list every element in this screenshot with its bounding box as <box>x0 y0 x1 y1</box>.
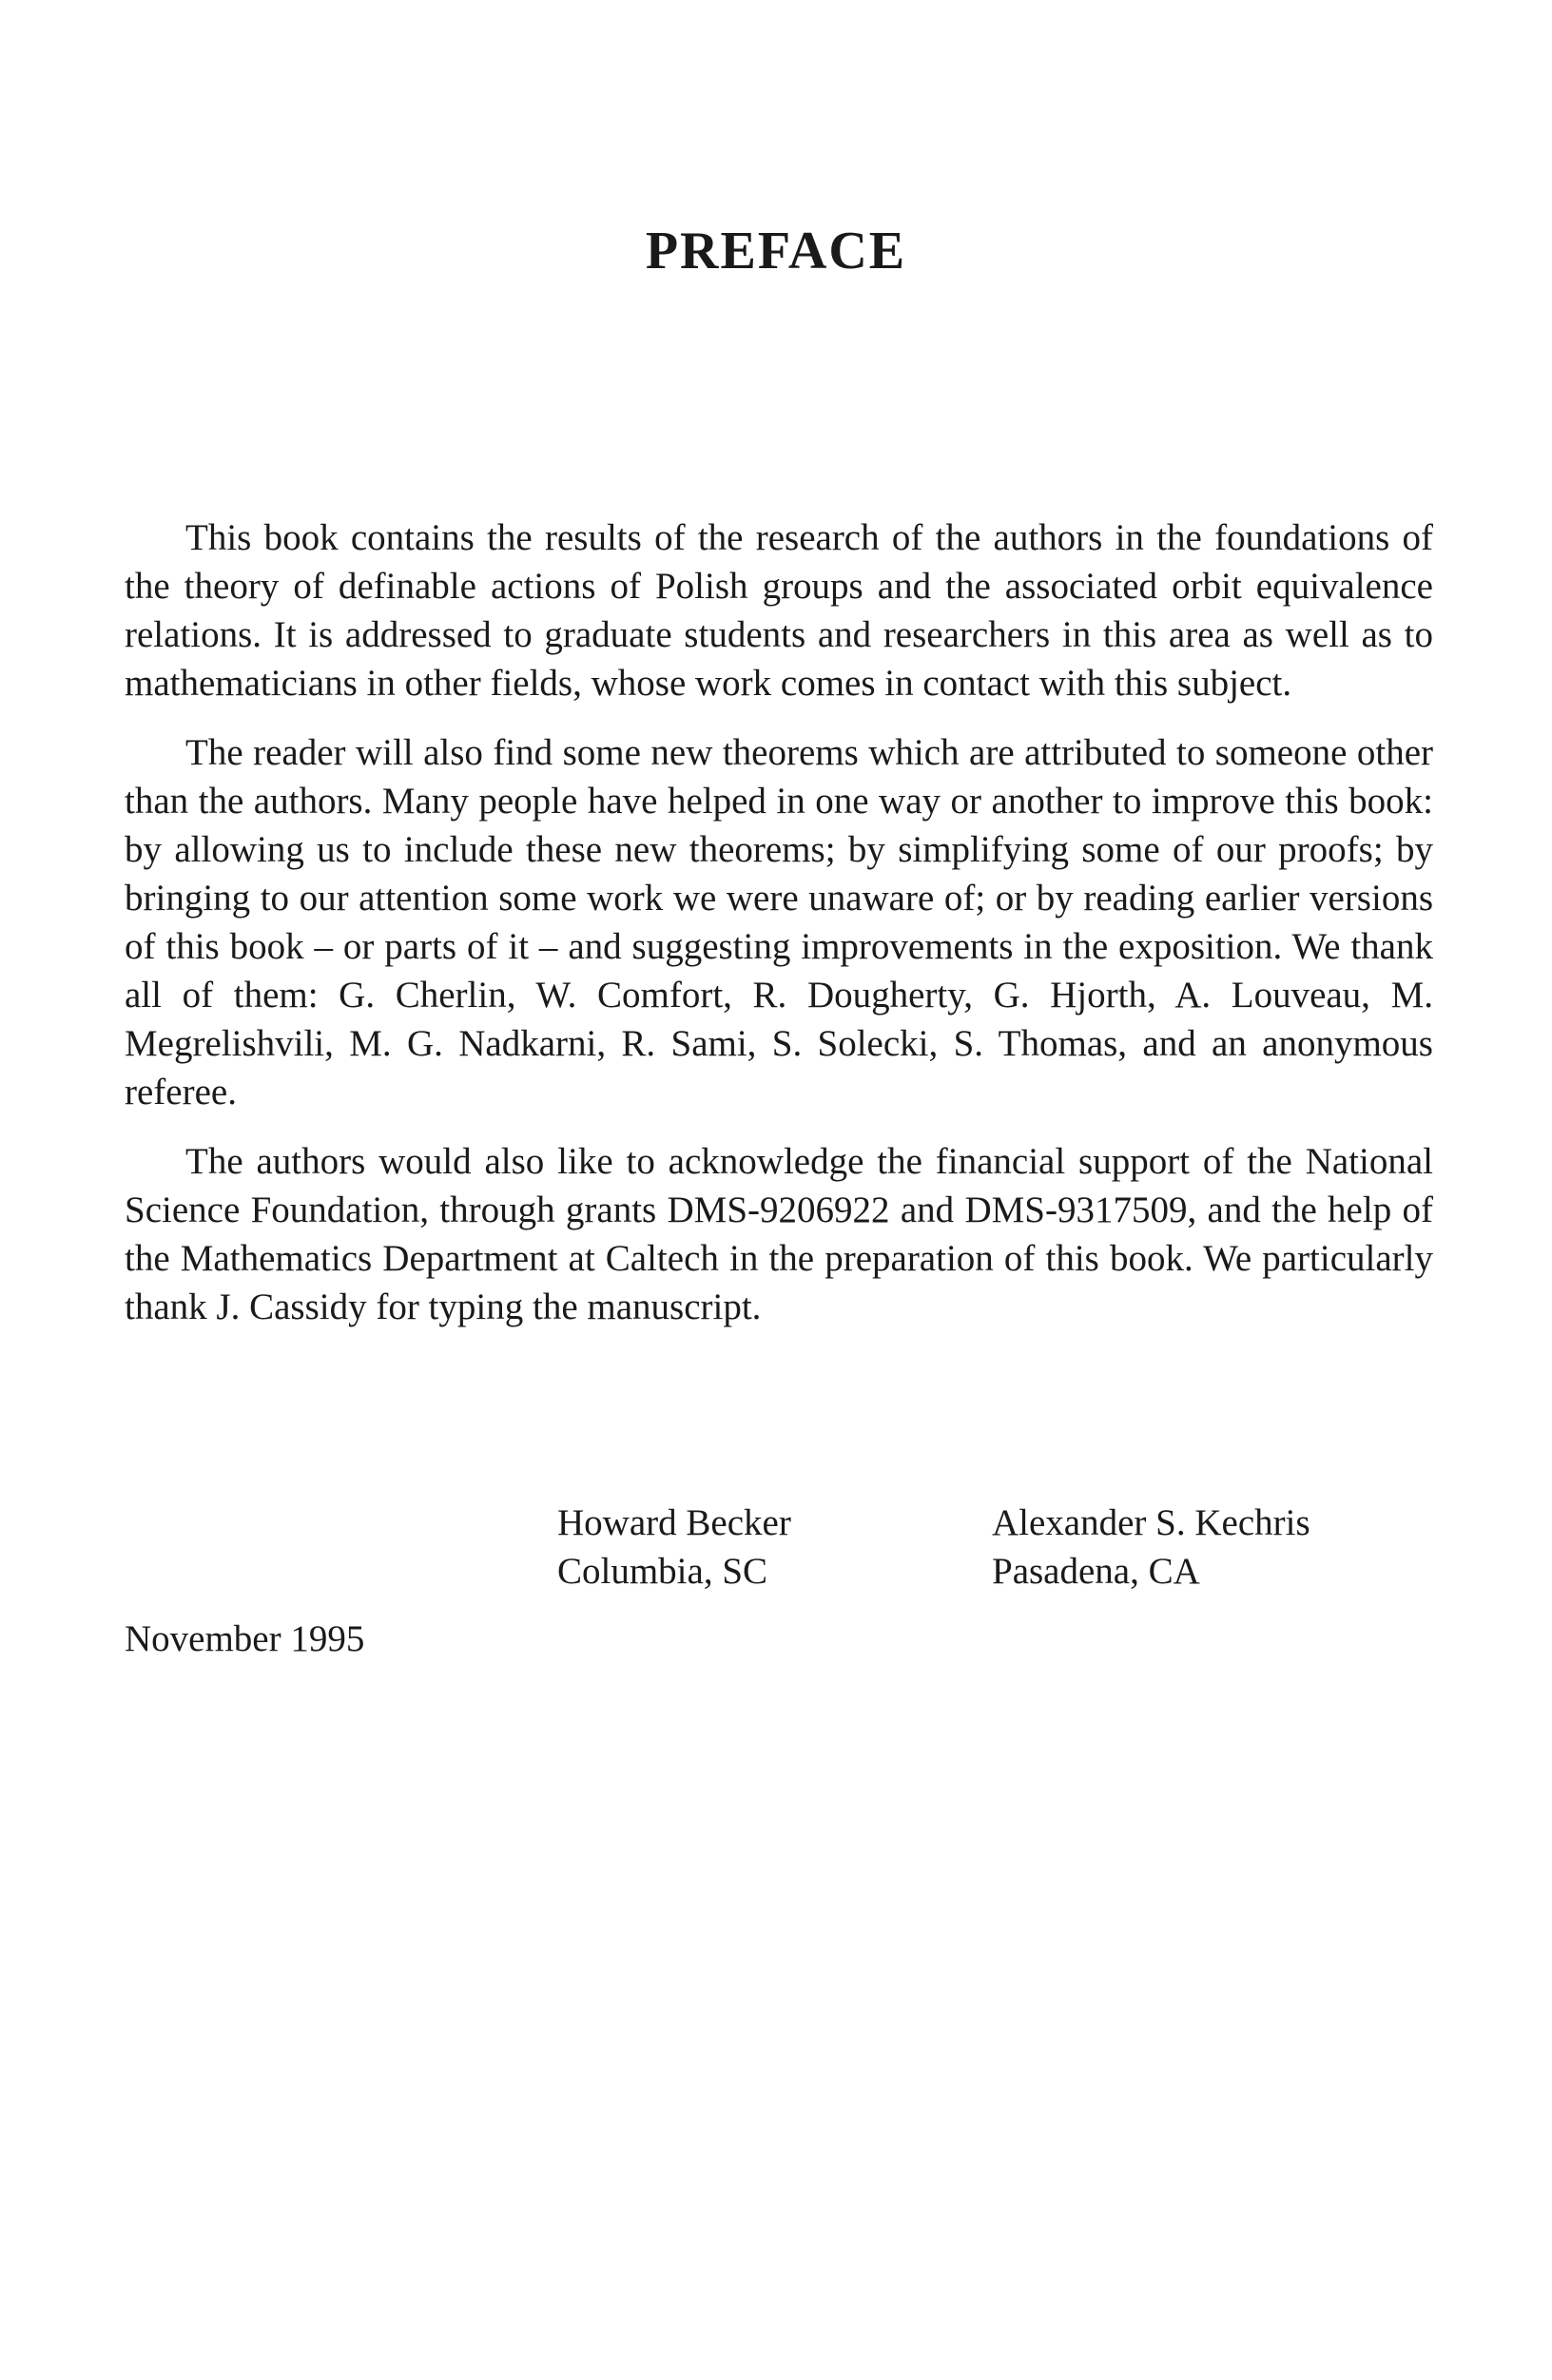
author-location: Columbia, SC <box>557 1551 768 1592</box>
signature-author-2 <box>992 1499 1310 1596</box>
author-name: Alexander S. Kechris <box>992 1502 1310 1543</box>
preface-body <box>125 513 1433 1352</box>
paragraph-funding: The authors would also like to acknowledge the financial support of the National Science Foundation, through grants DMS-9206922 and DMS-9317509, and the help of the Mathematics Department at Caltech in the preparation of this book. We particularly thank J. Cassidy for typing the manuscript. <box>125 1141 1433 1327</box>
author-location: Pasadena, CA <box>992 1551 1200 1592</box>
page-title: PREFACE <box>645 222 907 281</box>
signature-author-1 <box>557 1499 791 1596</box>
preface-date <box>125 1615 364 1663</box>
paragraph-acknowledgments: The reader will also find some new theorems which are attributed to someone other than the authors. Many people have helped in one way or another to improve this book: by allowing us to include these new theorems; by simplifying some of our proofs; by bringing to our attention some work we were unaware of; or by reading earlier versions of this book – or parts of it – and suggesting improvements in the exposition. We thank all of them: G. Cherlin, W. Comfort, R. Dougherty, G. Hjorth, A. Louveau, M. Megrelishvili, M. G. Nadkarni, R. Sami, S. Solecki, S. Thomas, and an anonymous referee. <box>125 732 1433 1113</box>
date-text: November 1995 <box>125 1618 365 1659</box>
author-name: Howard Becker <box>557 1502 791 1543</box>
paragraph-intro: This book contains the results of the research of the authors in the foundations of the theory of definable actions of Polish groups and the associated orbit equivalence relations. It is addressed to graduate students and researchers in this area as well as to mathematicians in other fields, whose work comes in contact with this subject. <box>125 517 1433 704</box>
